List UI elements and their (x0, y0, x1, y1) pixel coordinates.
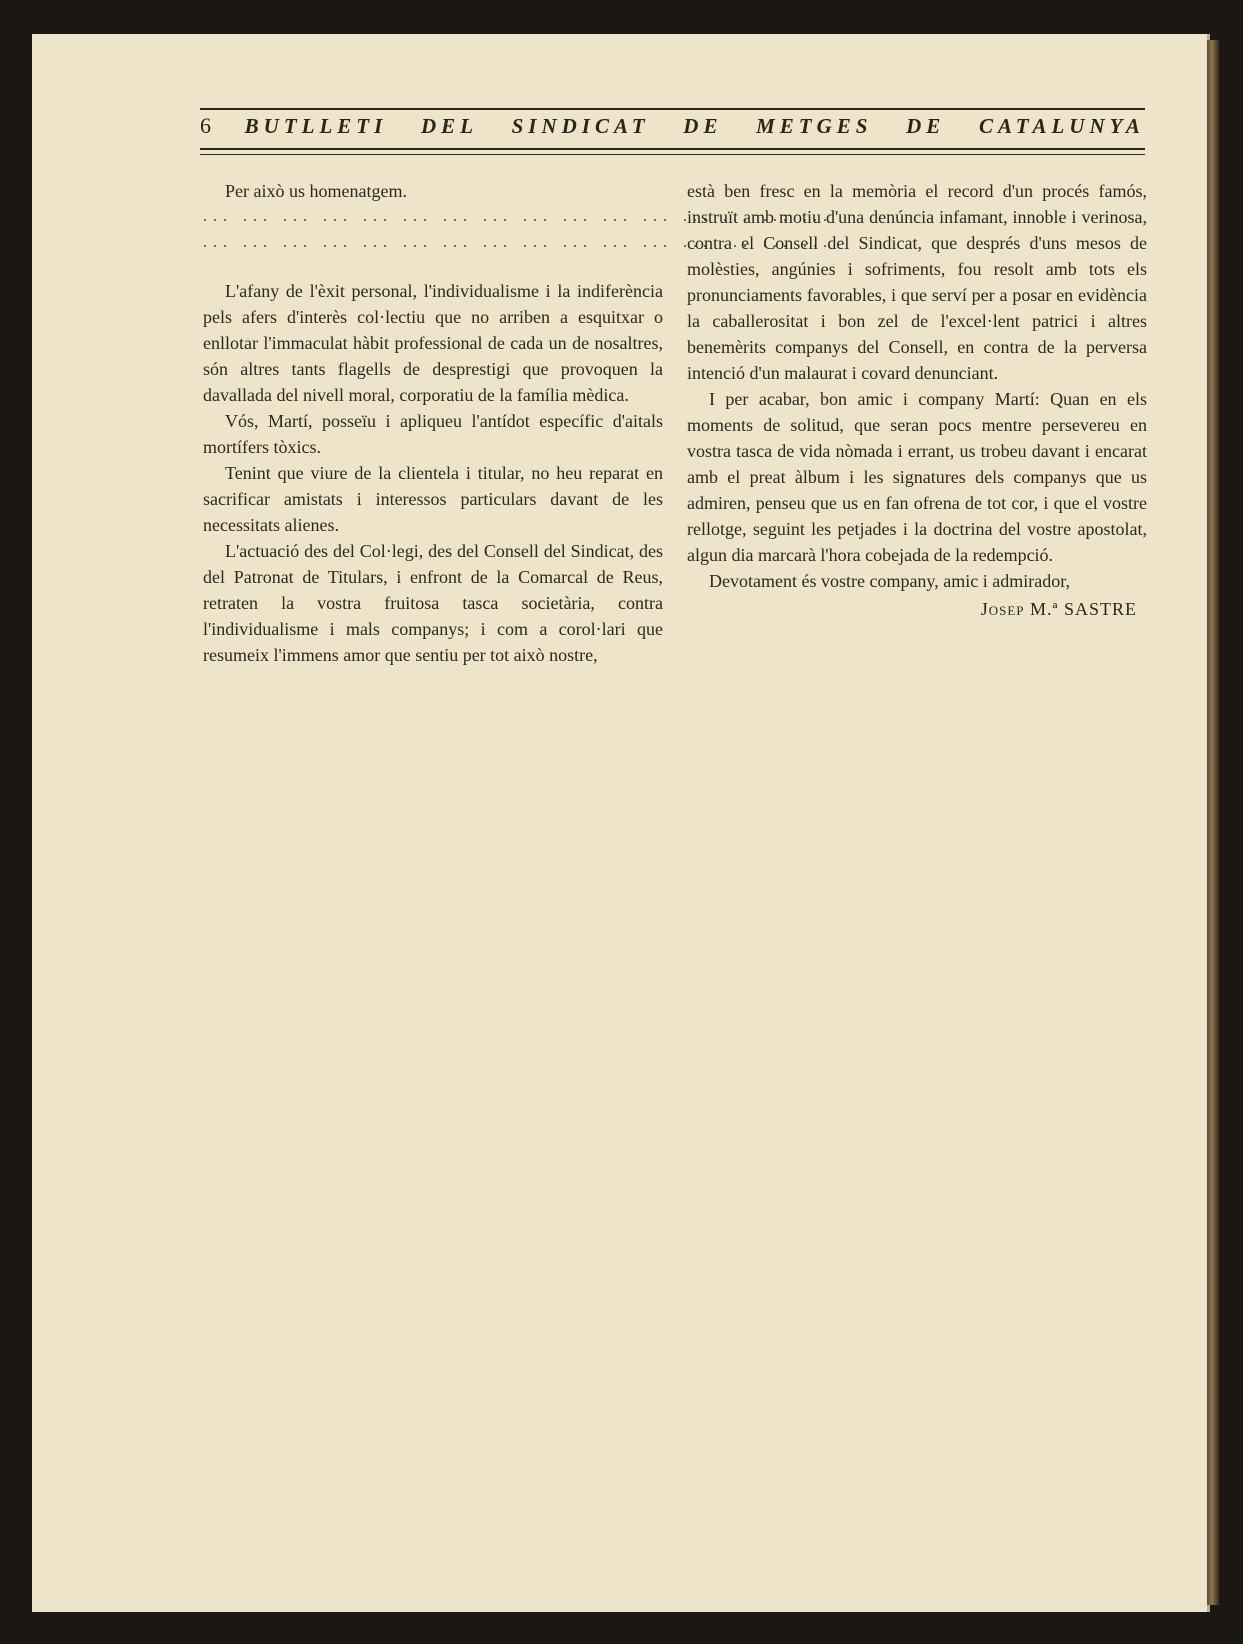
ellipsis-line: ... ... ... ... ... ... ... ... ... ... ... ... ... ... ... ... (203, 234, 833, 251)
header-word: DE (906, 114, 946, 138)
header-title (200, 113, 1145, 145)
header-rule-bottom (200, 148, 1145, 150)
page-edge (1207, 40, 1219, 1605)
running-header (200, 108, 1145, 158)
header-word: METGES (756, 114, 873, 138)
paragraph: Vós, Martí, posseïu i apliqueu l'antídot específic d'aitals mortífers tòxics. (203, 411, 663, 457)
signature-last-name: SASTRE (1063, 599, 1137, 619)
page-number: 6 (200, 113, 211, 138)
paragraph: Tenint que viure de la clientela i titular, no heu reparat en sacrificar amistats i interessos particulars davant de les necessitats alienes. (203, 463, 663, 535)
header-word: BUTLLETI (244, 114, 388, 138)
ellipsis-line: ... ... ... ... ... ... ... ... ... ... ... ... ... ... ... ... (203, 208, 833, 225)
paragraph: L'afany de l'èxit personal, l'individualisme i la indiferència pels afers d'interès col·lectiu que no arriben a esquitxar o enllotar l'immaculat hàbit professional de cada un de nosaltres, són altres tants flagells de desprestigi que provoquen la davallada del nivell moral, corporatiu de la família mèdica. (203, 281, 663, 405)
header-rule-top (200, 108, 1145, 110)
spacer (203, 256, 663, 278)
paragraph: Per això us homenatgem. (225, 181, 407, 201)
paragraph: I per acabar, bon amic i company Martí: Quan en els moments de solitud, que seran pocs mentre persevereu en vostra tasca de vida nòmada i errant, us trobeu davant i encarat amb el preat àlbum i les signatures dels companys que us admiren, penseu que us en fan ofrena de tot cor, i que el vostre rellotge, seguint les petjades i la doctrina del vostre apostolat, algun dia marcarà l'hora cobejada de la redempció. (687, 389, 1147, 565)
paragraph: està ben fresc en la memòria el record d'un procés famós, instruït amb motiu d'una denúncia infamant, innoble i verinosa, contra el Consell del Sindicat, que després d'uns mesos de molèsties, angúnies i sofriments, fou resolt amb tots els pronunciaments favorables, i que serví per a posar en evidència la caballerositat i bon zel de l'excel·lent patrici i altres benemèrits companys del Consell, en contra de la perversa intenció d'un malaurat i covard denunciant. (687, 181, 1147, 383)
paragraph: L'actuació des del Col·legi, des del Consell del Sindicat, des del Patronat de Titulars, i enfront de la Comarcal de Reus, retraten la vostra fruitosa tasca societària, contra l'individualisme i mals companys; i com a corol·lari que resumeix l'immens amor que sentiu per tot això nostre, (203, 541, 663, 665)
header-word: DEL (420, 114, 478, 138)
right-column (687, 178, 1147, 622)
header-rule-bottom-thin (200, 154, 1145, 155)
signature (687, 596, 1137, 622)
signature-first-name: Josep M.ª (980, 599, 1059, 619)
header-word: DE (683, 114, 723, 138)
paragraph: Devotament és vostre company, amic i admirador, (709, 571, 1070, 591)
header-word: CATALUNYA (978, 114, 1145, 138)
header-word: SINDICAT (511, 114, 650, 138)
left-column (203, 178, 833, 668)
